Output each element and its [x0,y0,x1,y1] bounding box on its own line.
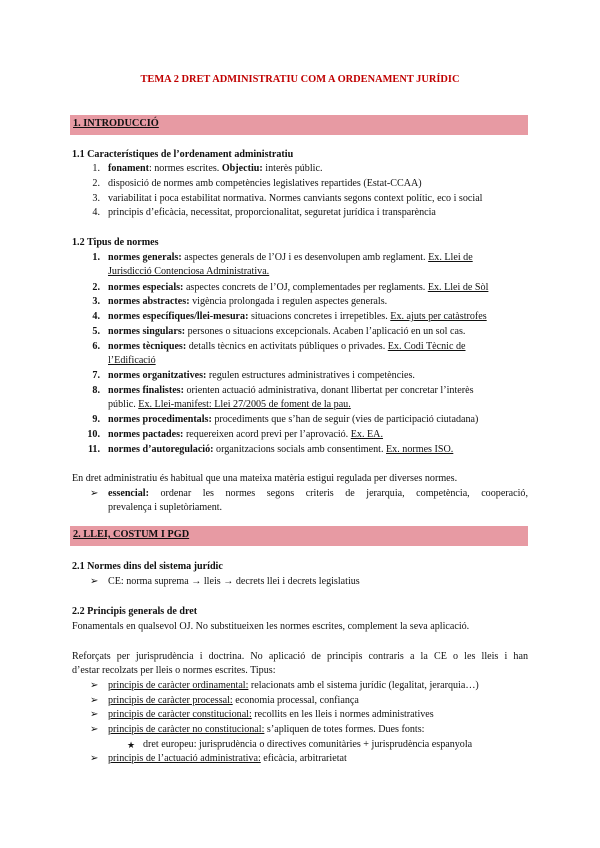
list-number: 8. [92,385,100,396]
example-text: l’Edificació [108,355,156,366]
list-number: 3. [92,296,100,307]
item-text: relacionats amb el sistema jurídic (legalitat, jerarquia…) [248,680,479,691]
item-text: s’apliquen de totes formes. Dues fonts: [264,724,425,735]
arrow-bullet-icon: ➢ [90,576,99,587]
section-band-1 [70,115,528,135]
list-item [108,310,487,324]
list-item [108,428,383,442]
item-bold: normes especials: [108,282,184,293]
list-item: variabilitat i poca estabilitat normativa. Normes canviants segons context polític, eco i social [108,193,483,204]
item-bold: normes procedimentals: [108,414,212,425]
section-band-2 [70,526,528,546]
subheading-2-1: 2.1 Normes dins del sistema jurídic [72,561,223,572]
item-text: persones o situacions excepcionals. Acaben l’aplicació en un sol cas. [185,326,466,337]
subheading-1-2: 1.2 Tipus de normes [72,237,159,248]
star-bullet-icon: ★ [127,740,136,750]
arrow-bullet-icon: ➢ [90,724,99,735]
principle-label: principis de caràcter no constitucional: [108,724,265,735]
bullet-text-continuation: prevalença i supletòriament. [108,502,223,513]
item-bold: normes d’autoregulació: [108,444,214,455]
paragraph-continuation: d’estar recolzats per lleis o normes escrites. Tipus: [72,665,276,676]
item-bold: normes abstractes: [108,296,190,307]
example-text: Ex. Llei de [428,252,473,263]
section-heading-2: 2. LLEI, COSTUM I PGD [73,529,190,540]
item-text: economia processal, confiança [232,695,359,706]
list-number: 4. [92,311,100,322]
item-text: recollits en les lleis i normes administratives [251,709,434,720]
list-item [108,369,415,383]
list-number: 5. [92,326,100,337]
list-number: 4. [92,207,100,218]
item-bold: normes tècniques: [108,341,187,352]
bullet-text [108,752,347,766]
arrow-bullet-icon: ➢ [90,709,99,720]
item-text: eficàcia, arbitrarietat [260,753,347,764]
list-item [108,325,465,339]
paragraph: En dret administratiu és habitual que una mateixa matèria estigui regulada per diverses normes. [72,473,458,484]
item-bold: normes específiques/llei-mesura: [108,311,249,322]
list-item [108,281,488,295]
list-item [108,251,473,265]
list-item [108,413,478,427]
item-text: públic. [108,399,139,410]
arrow-bullet-icon: ➢ [90,488,99,499]
item-bold: normes finalistes: [108,385,184,396]
bullet-text [108,487,528,501]
item-text: organitzacions socials amb consentiment. [213,444,387,455]
item-bold: essencial: [108,488,149,499]
list-number: 2. [92,282,100,293]
section-heading-1: 1. INTRODUCCIÓ [73,118,159,129]
list-number: 7. [92,370,100,381]
item-bold: fonament [108,163,149,174]
subheading-2-2: 2.2 Principis generals de dret [72,606,198,617]
subheading-1-1: 1.1 Característiques de l’ordenament administratiu [72,149,294,160]
list-number: 11. [87,444,100,455]
list-number: 9. [92,414,100,425]
list-number: 1. [92,163,100,174]
item-text: ordenar les normes segons criteris de jerarquia, competència, cooperació, [148,488,528,499]
principle-label: principis de l’actuació administrativa: [108,753,261,764]
arrow-bullet-icon: ➢ [90,753,99,764]
bullet-text [108,723,424,737]
example-text: Ex. ajuts per catàstrofes [390,311,487,322]
item-text: interès públic. [262,163,323,174]
bullet-text: CE: norma suprema → lleis → decrets llei i decrets legislatius [108,576,360,587]
bullet-text [108,694,359,708]
item-text: orienten actuació administrativa, donant llibertat per concretar l’interès [183,385,474,396]
item-text: requereixen acord previ per l’aprovació. [183,429,351,440]
sub-bullet-text: dret europeu: jurisprudència o directives comunitàries + jurisprudència espanyola [143,739,473,750]
principle-label: principis de caràcter ordinamental: [108,680,249,691]
page-title: TEMA 2 DRET ADMINISTRATIU COM A ORDENAMENT JURÍDIC [140,74,460,85]
list-item: principis d’eficàcia, necessitat, proporcionalitat, seguretat jurídica i transparència [108,207,436,218]
list-number: 10. [87,429,100,440]
bullet-text [108,679,479,693]
paragraph: Fonamentals en qualsevol OJ. No substitueixen les normes escrites, complement la seva aplicació. [72,621,470,632]
item-text: regulen estructures administratives i competències. [206,370,415,381]
bullet-text [108,708,434,722]
item-text: vigència prolongada i regulen aspectes generals. [189,296,388,307]
item-bold: normes generals: [108,252,182,263]
principle-label: principis de caràcter constitucional: [108,709,252,720]
list-item [108,340,466,354]
item-text: : normes escrites. [148,163,222,174]
item-bold: normes organitzatives: [108,370,207,381]
item-text: detalls tècnics en activitats públiques o privades. [186,341,388,352]
example-text: Ex. Llei de Sòl [427,282,489,293]
paragraph: Reforçats per jurisprudència i doctrina. No aplicació de principis contraris a la CE o les lleis i han [72,651,528,662]
example-text: Ex. Llei-manifest: Llei 27/2005 de foment de la pau. [138,399,351,410]
item-text: situacions concretes i irrepetibles. [248,311,391,322]
item-bold: normes pactades: [108,429,184,440]
list-number: 6. [92,341,100,352]
arrow-bullet-icon: ➢ [90,695,99,706]
list-number: 2. [92,178,100,189]
item-bold: normes singulars: [108,326,186,337]
list-item [108,162,322,176]
list-item [108,384,474,398]
example-text: Ex. normes ISO. [386,444,454,455]
example-text: Ex. EA. [350,429,383,440]
list-item: disposició de normes amb competències legislatives repartides (Estat-CCAA) [108,178,422,189]
item-text: aspectes generals de l’OJ i es desenvolupen amb reglament. [181,252,429,263]
list-number: 3. [92,193,100,204]
list-item [108,295,387,309]
list-item-continuation [108,398,351,412]
example-text: Ex. Codi Tècnic de [387,341,466,352]
item-text: procediments que s’han de seguir (vies de participació ciutadana) [211,414,479,425]
principle-label: principis de caràcter processal: [108,695,233,706]
item-bold: Objectiu: [221,163,263,174]
list-item [108,443,453,457]
example-text: Jurisdicció Contenciosa Administrativa. [108,266,270,277]
list-number: 1. [92,252,100,263]
arrow-bullet-icon: ➢ [90,680,99,691]
item-text: aspectes concrets de l’OJ, complementades per reglaments. [183,282,428,293]
